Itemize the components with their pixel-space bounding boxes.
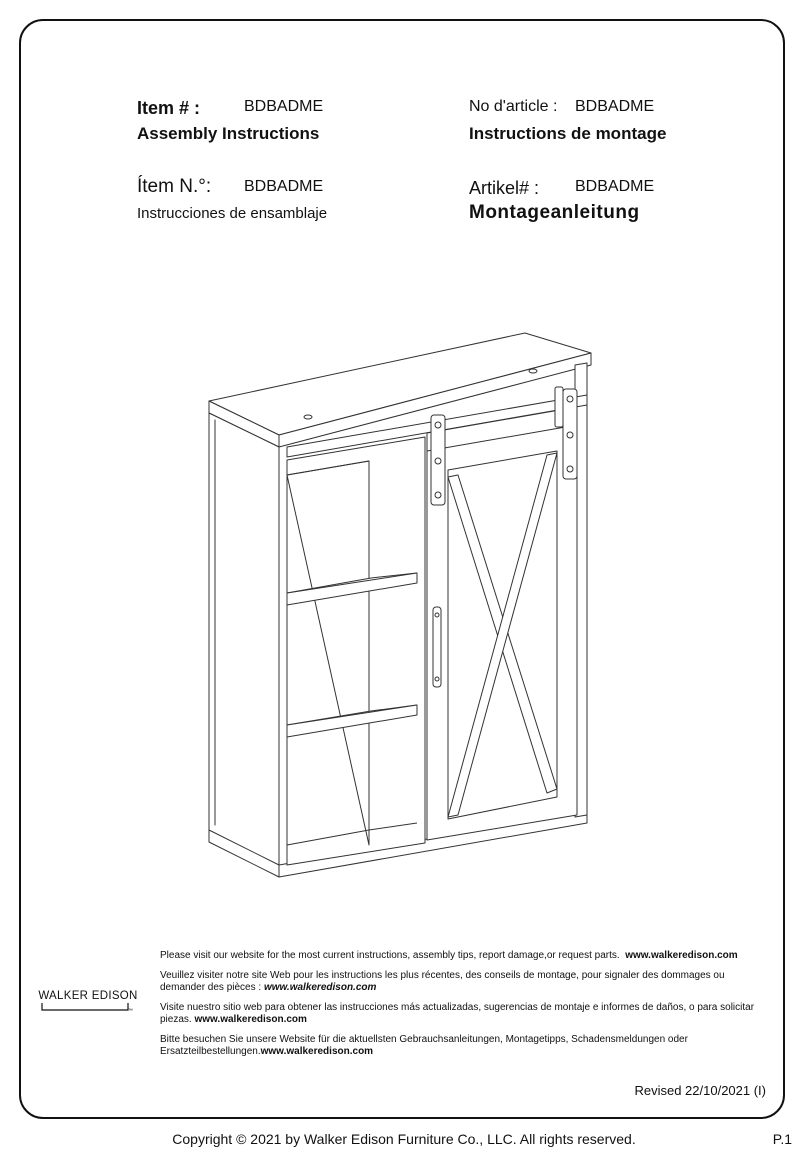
item-value-es: BDBADME (244, 178, 324, 195)
note-de: Bitte besuchen Sie unsere Website für die aktuellsten Gebrauchsanleitungen, Montagetipps, Schadensmeldungen oder Ersatzteilbestellungen.www.walkeredison.com (160, 1033, 688, 1057)
top-hole-left (304, 415, 312, 419)
logo-trademark: ™ (128, 1008, 133, 1014)
logo-bracket-icon (38, 1002, 138, 1016)
website-link-de[interactable]: www.walkeredison.com (260, 1046, 374, 1057)
item-label-es: Ítem N.°: (137, 176, 212, 197)
revision-date: Revised 22/10/2021 (I) (634, 1083, 766, 1098)
website-link-en[interactable]: www.walkeredison.com (625, 950, 738, 961)
item-value-en: BDBADME (244, 98, 324, 115)
walker-edison-logo (38, 990, 138, 1024)
door-handle (433, 607, 441, 687)
cabinet-left-side (209, 413, 279, 870)
open-compartment (287, 437, 425, 865)
copyright-notice: Copyright © 2021 by Walker Edison Furniture Co., LLC. All rights reserved. (172, 1131, 636, 1147)
page-number: P.1 (772, 1131, 792, 1147)
item-value-de: BDBADME (575, 178, 655, 195)
title-es: Instrucciones de ensamblaje (137, 205, 328, 222)
title-en: Assembly Instructions (137, 124, 320, 143)
website-link-es[interactable]: www.walkeredison.com (194, 1014, 307, 1025)
item-label-en: Item # : (137, 98, 201, 118)
item-label-fr: No d'article : (469, 98, 558, 115)
cabinet-illustration (195, 325, 605, 885)
note-fr: Veuillez visiter notre site Web pour les instructions les plus récentes, des conseils de montage, pour signaler des dommages ou demander des pièces : www.walkeredison.com (160, 969, 725, 993)
logo-text: WALKER EDISON (38, 990, 138, 1002)
item-value-fr: BDBADME (575, 98, 655, 115)
top-hole-right (529, 369, 537, 373)
note-es: Visite nuestro sitio web para obtener las instrucciones más actualizadas, sugerencias de montaje e informes de daños, o para solicitar piezas. www.walkeredison.com (160, 1001, 755, 1025)
item-label-de: Artikel# : (469, 178, 540, 198)
note-en: Please visit our website for the most current instructions, assembly tips, report damage,or request parts. www.walkeredison.com (160, 950, 738, 961)
title-de: Montageanleitung (469, 202, 640, 223)
website-link-fr[interactable]: www.walkeredison.com (263, 982, 377, 993)
title-fr: Instructions de montage (469, 124, 667, 143)
footer-notes (160, 950, 768, 1066)
